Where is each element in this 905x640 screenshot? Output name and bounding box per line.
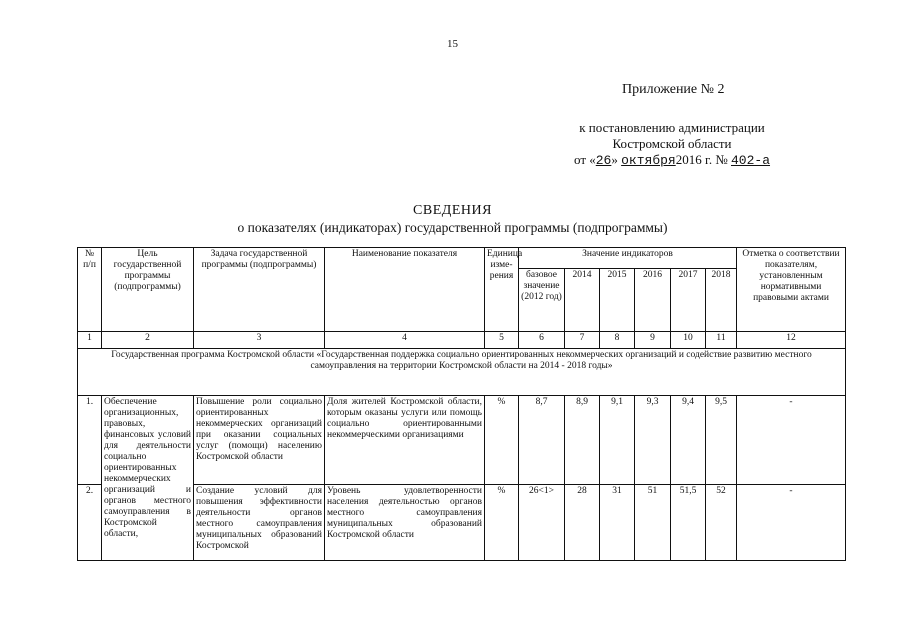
header-indicator: Наименование показателя xyxy=(325,248,485,332)
value-2017: 51,5 xyxy=(671,485,706,561)
value-2018: 52 xyxy=(706,485,737,561)
value-2014: 28 xyxy=(565,485,600,561)
goal-cell: Обеспечение организационных, правовых, финансовых условий для деятельности социально ориентированных некоммерческих организаций и органов местного самоуправления в Костромской области, xyxy=(102,396,194,561)
column-number: 10 xyxy=(671,332,706,349)
header-row xyxy=(78,248,846,269)
unit-cell: % xyxy=(485,396,519,485)
column-number: 9 xyxy=(635,332,671,349)
header-goal: Цель государственной программы (подпрограммы) xyxy=(102,248,194,332)
header-note: Отметка о соответствии показателям, установленным нормативными правовыми актами xyxy=(737,248,846,332)
task-cell: Создание условий для повышения эффективности деятельности органов местного самоуправления муниципальных образований Костромской xyxy=(194,485,325,561)
date-prefix: от « xyxy=(573,152,596,167)
header-unit: Единица изме-рения xyxy=(485,248,519,332)
base-value: 26<1> xyxy=(519,485,565,561)
column-number: 8 xyxy=(600,332,635,349)
column-number: 2 xyxy=(102,332,194,349)
column-number: 12 xyxy=(737,332,846,349)
task-cell: Повышение роли социально ориентированных некоммерческих организаций при оказании социальных услуг (помощи) населению Костромской области xyxy=(194,396,325,485)
header-2015: 2015 xyxy=(600,269,635,332)
unit-cell: % xyxy=(485,485,519,561)
indicator-cell: Доля жителей Костромской области, которым оказаны услуги или помощь социально ориентированными некоммерческими организациями xyxy=(325,396,485,485)
indicators-table xyxy=(77,247,846,561)
program-title-row xyxy=(78,349,846,396)
annex-title: Приложение № 2 xyxy=(622,82,725,97)
note-cell: - xyxy=(737,396,846,485)
table-row xyxy=(78,396,846,485)
row-number: 2. xyxy=(78,485,102,561)
table-row xyxy=(78,485,846,561)
column-number: 4 xyxy=(325,332,485,349)
column-number: 7 xyxy=(565,332,600,349)
value-2015: 9,1 xyxy=(600,396,635,485)
decree-year: 2016 г. № xyxy=(675,152,731,167)
row-number: 1. xyxy=(78,396,102,485)
header-task: Задача государственной программы (подпрограммы) xyxy=(194,248,325,332)
decree-number: 402-а xyxy=(731,153,771,168)
column-number: 3 xyxy=(194,332,325,349)
header-base: базовое значение (2012 год) xyxy=(519,269,565,332)
date-mid: » xyxy=(611,152,622,167)
value-2017: 9,4 xyxy=(671,396,706,485)
column-number: 1 xyxy=(78,332,102,349)
document-title: СВЕДЕНИЯ xyxy=(413,203,492,218)
decree-reference xyxy=(566,120,778,169)
page-number: 15 xyxy=(447,38,458,50)
header-2017: 2017 xyxy=(671,269,706,332)
column-number: 11 xyxy=(706,332,737,349)
column-number: 6 xyxy=(519,332,565,349)
decree-day: 26 xyxy=(595,153,612,168)
program-title: Государственная программа Костромской области «Государственная поддержка социально ориентированных некоммерческих организаций и содействие развитию местного самоуправления на территории Костромской области на 2014 - 2018 годы» xyxy=(78,349,846,396)
decree-month: октября xyxy=(621,153,676,168)
header-2014: 2014 xyxy=(565,269,600,332)
value-2014: 8,9 xyxy=(565,396,600,485)
header-values-group: Значение индикаторов xyxy=(519,248,737,269)
header-num: № п/п xyxy=(78,248,102,332)
decree-line-2: Костромской области xyxy=(612,136,732,151)
document-subtitle: о показателях (индикаторах) государственной программы (подпрограммы) xyxy=(237,220,668,235)
value-2016: 51 xyxy=(635,485,671,561)
column-number-row xyxy=(78,332,846,349)
base-value: 8,7 xyxy=(519,396,565,485)
indicator-cell: Уровень удовлетворенности населения деятельностью органов местного самоуправления муниципальных образований Костромской области xyxy=(325,485,485,561)
value-2018: 9,5 xyxy=(706,396,737,485)
column-number: 5 xyxy=(485,332,519,349)
note-cell: - xyxy=(737,485,846,561)
decree-date-line xyxy=(566,152,778,169)
value-2016: 9,3 xyxy=(635,396,671,485)
decree-line-1: к постановлению администрации xyxy=(579,120,765,135)
value-2015: 31 xyxy=(600,485,635,561)
header-2016: 2016 xyxy=(635,269,671,332)
header-2018: 2018 xyxy=(706,269,737,332)
